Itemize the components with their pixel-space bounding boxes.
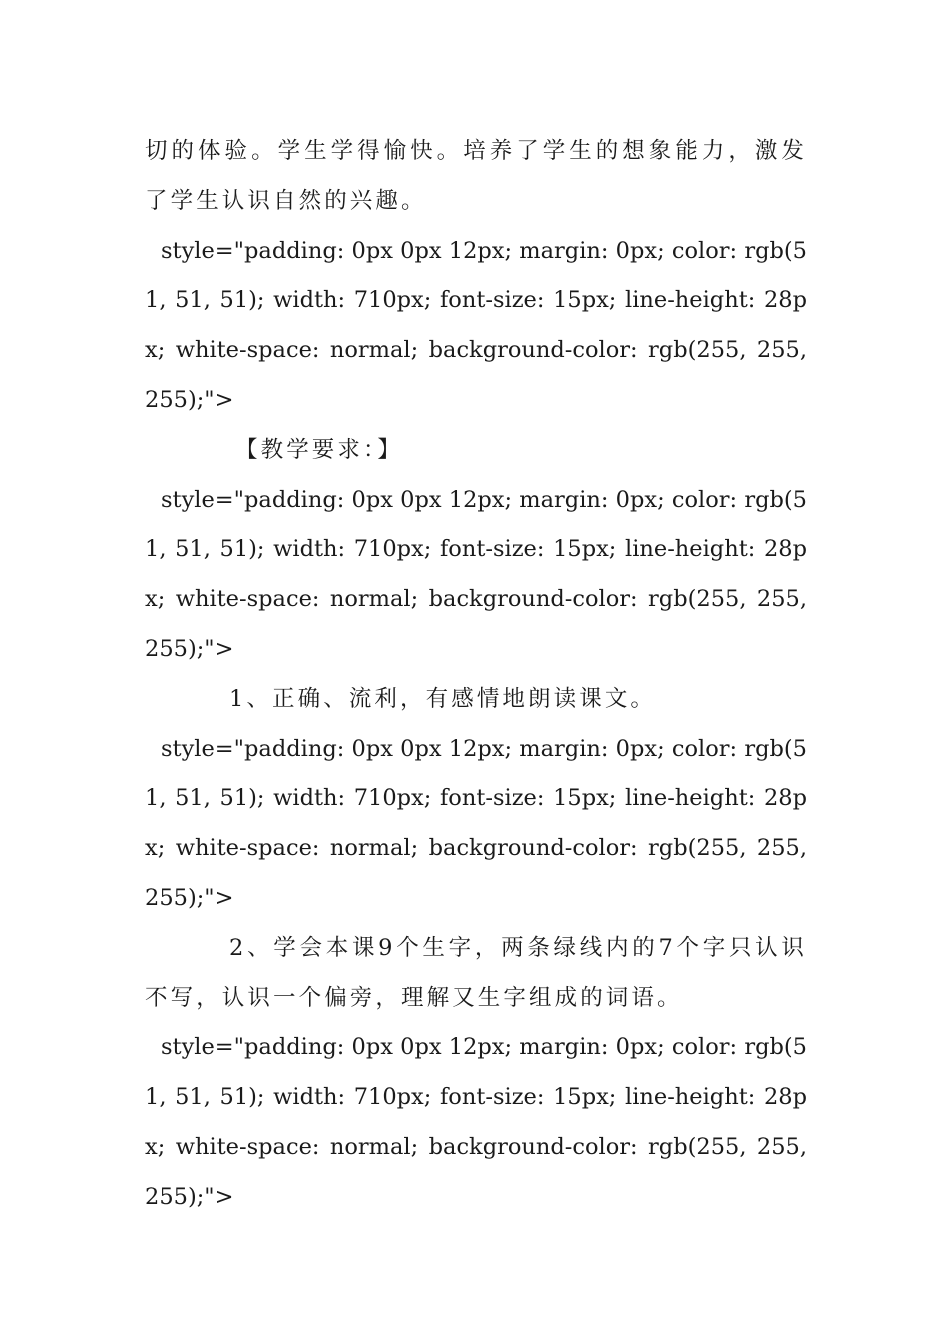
style-code-paragraph: style="padding: 0px 0px 12px; margin: 0px; color: rgb(51, 51, 51); width: 710px; font-size: 15px; line-height: 28px; white-space: normal; background-color: rgb(255, 255, 255);"> <box>145 486 807 662</box>
style-code-paragraph: style="padding: 0px 0px 12px; margin: 0px; color: rgb(51, 51, 51); width: 710px; font-size: 15px; line-height: 28px; white-space: normal; background-color: rgb(255, 255, 255);"> <box>145 735 807 911</box>
document-body <box>145 127 807 1223</box>
body-paragraph: 切的体验。学生学得愉快。培养了学生的想象能力，激发了学生认识自然的兴趣。 <box>145 138 807 214</box>
style-code-paragraph: style="padding: 0px 0px 12px; margin: 0px; color: rgb(51, 51, 51); width: 710px; font-size: 15px; line-height: 28px; white-space: normal; background-color: rgb(255, 255, 255);"> <box>145 237 807 413</box>
list-item: 1、正确、流利，有感情地朗读课文。 <box>229 685 657 712</box>
list-item: 2、学会本课9个生字，两条绿线内的7个字只认识不写，认识一个偏旁，理解又生字组成的词语。 <box>145 934 807 1011</box>
section-heading: 【教学要求：】 <box>235 436 403 463</box>
style-code-paragraph: style="padding: 0px 0px 12px; margin: 0px; color: rgb(51, 51, 51); width: 710px; font-size: 15px; line-height: 28px; white-space: normal; background-color: rgb(255, 255, 255);"> <box>145 1034 807 1210</box>
